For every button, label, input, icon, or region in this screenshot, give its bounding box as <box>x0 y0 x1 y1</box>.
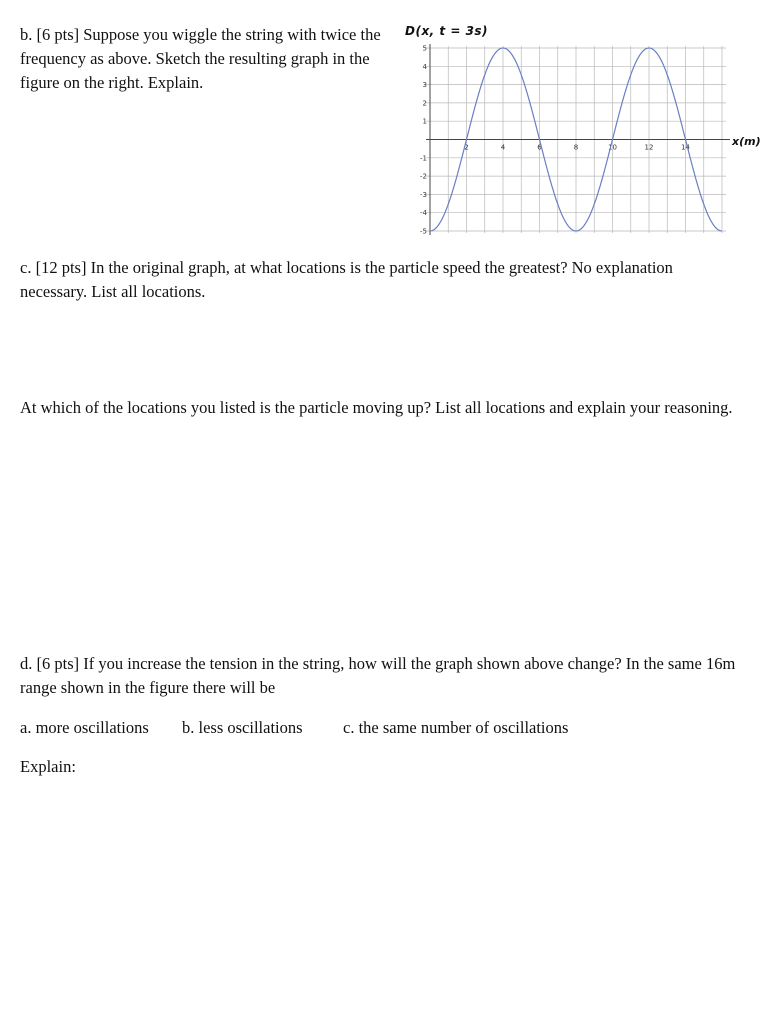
graph-axes <box>426 44 730 235</box>
y-tick-label: 4 <box>422 62 427 71</box>
question-c-followup: At which of the locations you listed is the particle moving up? List all locations and explain your reasoning. <box>20 398 733 417</box>
y-tick-label: -2 <box>420 172 427 181</box>
option-c: c. the same number of oscillations <box>343 718 569 737</box>
y-tick-label: -3 <box>420 190 427 199</box>
wave-graph <box>0 0 776 250</box>
x-tick-label: 8 <box>573 143 579 152</box>
y-tick-label: -1 <box>420 154 427 163</box>
y-tick-label: -5 <box>420 227 427 236</box>
x-tick-label: 14 <box>681 143 690 152</box>
x-tick-label: 12 <box>644 143 654 152</box>
x-tick-label: 10 <box>608 143 617 152</box>
option-a: a. more oscillations <box>20 718 149 737</box>
y-tick-label: -4 <box>420 209 427 218</box>
y-tick-label: 3 <box>422 81 427 90</box>
y-tick-label: 1 <box>422 117 427 126</box>
x-tick-label: 4 <box>500 143 506 152</box>
question-b-text: b. [6 pts] Suppose you wiggle the string with twice the frequency as above. Sketch the resulting graph in the figure on the right. Explain. <box>20 25 381 92</box>
x-tick-label: 6 <box>537 143 542 152</box>
y-tick-label: 2 <box>422 99 427 108</box>
x-axis-label: x(m) <box>732 135 761 148</box>
question-c-text: c. [12 pts] In the original graph, at what locations is the particle speed the greatest? No explanation necessary. List all locations. <box>20 258 673 301</box>
explain-label: Explain: <box>20 757 76 776</box>
option-b: b. less oscillations <box>182 718 303 737</box>
graph-title: D(x, t = 3s) <box>405 24 489 38</box>
y-tick-label: 5 <box>422 44 427 53</box>
question-d-text: d. [6 pts] If you increase the tension in the string, how will the graph shown above change? In the same 16m range shown in the figure there will be <box>20 654 736 697</box>
x-tick-label: 2 <box>464 143 469 152</box>
